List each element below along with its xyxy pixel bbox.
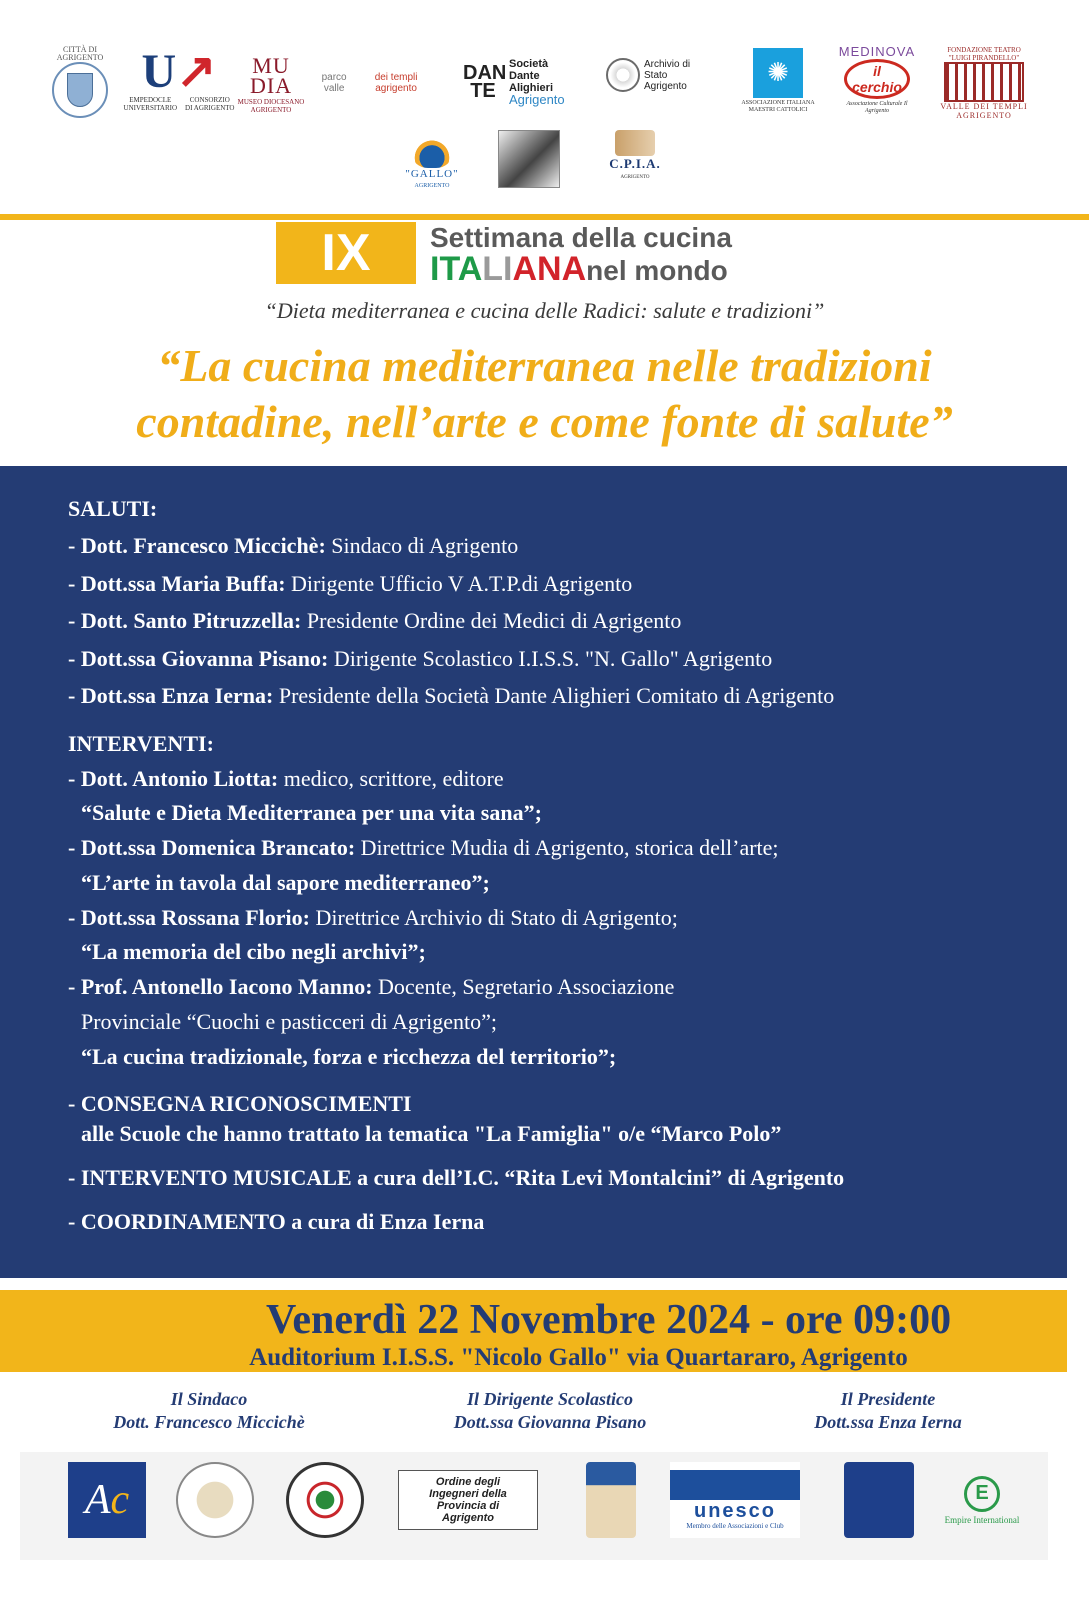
citta-caption: CITTÀ DI AGRIGENTO [56, 45, 104, 62]
empedocle-consorzio-logo [123, 45, 235, 112]
gallo-text: "GALLO" [405, 168, 459, 180]
speaker-name: - Dott.ssa Giovanna Pisano: [68, 645, 329, 671]
speaker-name: - Dott.ssa Maria Buffa: [68, 570, 286, 596]
unesco-temple-icon [670, 1470, 800, 1500]
gallo-mark-icon [412, 134, 452, 168]
event-date-band [0, 1290, 1067, 1372]
consiglio-geologi-logo [286, 1462, 364, 1538]
ac-letter-a: A [84, 1477, 111, 1523]
speaker-role: Dirigente Scolastico I.I.S.S. "N. Gallo" Agrigento [328, 645, 773, 671]
speaker-role-continued: Provinciale “Cuochi e pasticceri di Agrigento”; [81, 1009, 498, 1035]
ac-letter-c: c [110, 1477, 130, 1523]
empedocle-portrait-icon [498, 130, 560, 188]
pirandello-bottom-text: VALLE DEI TEMPLI AGRIGENTO [940, 102, 1028, 120]
unesco-text: unesco [693, 1500, 777, 1522]
signature-role: Il Sindaco [170, 1389, 248, 1409]
spacer [68, 1149, 1067, 1163]
speaker-name: - Dott.ssa Domenica Brancato: [68, 835, 356, 861]
caduceus-logo [586, 1462, 636, 1538]
unesco-club-logo [670, 1462, 800, 1538]
signature-role: Il Dirigente Scolastico [467, 1389, 633, 1409]
dante-city: Agrigento [509, 92, 565, 107]
mudia-logo [236, 53, 306, 114]
spacer [68, 1075, 1067, 1089]
medinova-text: MEDINOVA [838, 44, 916, 59]
speaker-name: - Dott.ssa Enza Ierna: [68, 683, 274, 708]
pirandello-top-text: FONDAZIONE TEATRO "LUIGI PIRANDELLO" [947, 46, 1021, 62]
consorzio-caption: CONSORZIO DI AGRIGENTO [185, 96, 235, 112]
talk-title: “La cucina tradizionale, forza e ricchezza del territorio”; [81, 1043, 617, 1069]
iiss-gallo-logo [396, 134, 468, 190]
medinova-cerchio-logo [834, 44, 920, 115]
dante-text [509, 58, 581, 106]
consegna-riconoscimenti: - CONSEGNA RICONOSCIMENTI [68, 1090, 412, 1116]
saluti-item [68, 677, 1067, 715]
parco-templi-text: dei templi agrigento [374, 72, 418, 94]
event-subtitle: “Dieta mediterranea e cucina delle Radici: salute e tradizioni” [264, 298, 825, 323]
dante-alighieri-logo [458, 58, 586, 106]
mudia-caption: MUSEO DIOCESANO AGRIGENTO [237, 98, 305, 114]
cpia-text: C.P.I.A. [609, 156, 661, 171]
saluti-item [68, 565, 1067, 603]
spacer [68, 1193, 1067, 1207]
speaker-role: medico, scrittore, editore [278, 765, 504, 791]
intervento-speaker [68, 970, 1067, 1005]
ingegneri-text: Ordine degli Ingegneri della Provincia di Agrigento [429, 1476, 507, 1524]
signature-name: Dott.ssa Giovanna Pisano [453, 1412, 647, 1432]
cpia-caption: AGRIGENTO [620, 175, 650, 180]
signature-dirigente [440, 1388, 660, 1434]
speaker-role: Dirigente Ufficio V A.T.P.di Agrigento [285, 570, 633, 596]
talk-title: “Salute e Dieta Mediterranea per una vita sana”; [81, 800, 542, 826]
empedocle-caption: EMPEDOCLE UNIVERSITARIO [123, 96, 178, 112]
city-seal-icon [52, 62, 108, 118]
intervento-musicale: - INTERVENTO MUSICALE a cura dell’I.C. “Rita Levi Montalcini” di Agrigento [68, 1164, 845, 1190]
signature-name: Dott.ssa Enza Ierna [814, 1412, 962, 1432]
empire-international-logo [944, 1462, 1020, 1538]
saluti-item [68, 527, 1067, 565]
cerchio-mark: il cerchio [844, 59, 910, 99]
aimc-star-icon: ✺ [753, 48, 803, 98]
republic-emblem-icon [606, 58, 640, 92]
signatures [0, 1388, 1089, 1438]
speaker-role: Docente, Segretario Associazione [372, 974, 675, 1000]
empire-text: Empire International [944, 1514, 1020, 1525]
theatre-facade-icon [944, 62, 1024, 102]
saluti-item [68, 640, 1067, 678]
top-gold-rule [0, 214, 1089, 220]
intervento-speaker [68, 762, 1067, 797]
teatro-pirandello-logo [936, 46, 1032, 120]
ac-logo [68, 1462, 146, 1538]
nel-mondo-text: nel mondo [586, 255, 728, 286]
u-mark-icon: U↗ [141, 45, 217, 98]
parco-text: parco valle [321, 72, 347, 94]
signature-role: Il Presidente [840, 1389, 936, 1409]
event-main-title [0, 338, 1089, 450]
signature-name: Dott. Francesco Miccichè [113, 1412, 305, 1432]
unesco-caption: Membro delle Associazioni e Club [686, 1522, 784, 1530]
speaker-name: - Dott. Antonio Liotta: [68, 765, 279, 791]
consegna-detail: alle Scuole che hanno trattato la tematica "La Famiglia" o/e “Marco Polo” [81, 1120, 782, 1146]
interventi-heading: INTERVENTI: [68, 730, 214, 756]
edition-number: IX [321, 224, 371, 282]
main-title-line1: “La cucina mediterranea nelle tradizioni [157, 340, 932, 391]
event-series-line1: Settimana della cucina [430, 222, 732, 253]
event-series-line2 [430, 250, 728, 289]
saluti-heading: SALUTI: [68, 496, 158, 521]
ordine-ingegneri-logo [398, 1470, 538, 1530]
saluti-item [68, 602, 1067, 640]
citta-agrigento-logo [40, 44, 120, 118]
signature-sindaco [106, 1388, 312, 1434]
mudia-mark: MU DIA [249, 53, 293, 98]
main-title-line2: contadine, nell’arte e come fonte di salute” [136, 396, 953, 447]
theatre-masks-logo [844, 1462, 914, 1538]
italiana-part-red: ANA [512, 250, 587, 288]
speaker-role: Presidente della Società Dante Alighieri Comitato di Agrigento [273, 683, 835, 708]
liceo-empedocle-logo [496, 130, 562, 188]
dante-name: Società Dante Alighieri [509, 58, 554, 94]
speaker-name: - Prof. Antonello Iacono Manno: [68, 974, 373, 1000]
archivio-stato-logo [604, 58, 714, 92]
italiana-part-grey: LI [482, 250, 513, 288]
aimc-logo [736, 48, 820, 114]
parco-valle-templi-logo [312, 72, 436, 94]
intervento-speaker [68, 901, 1067, 936]
edition-badge [276, 222, 416, 284]
cpia-temple-icon [615, 130, 655, 156]
speaker-name: - Dott.ssa Rossana Florio: [68, 904, 310, 930]
gallo-caption: AGRIGENTO [414, 183, 450, 189]
programme-panel [0, 466, 1067, 1278]
event-date: Venerdì 22 Novembre 2024 - ore 09:00 [265, 1297, 952, 1343]
bottom-logo-strip [20, 1452, 1048, 1560]
dante-mark: DAN TE [463, 62, 507, 102]
speaker-role: Sindaco di Agrigento [325, 533, 519, 558]
talk-title: “La memoria del cibo negli archivi”; [81, 939, 426, 965]
cpia-logo [600, 130, 670, 182]
speaker-role: Direttrice Mudia di Agrigento, storica dell’arte; [355, 835, 779, 861]
top-logo-strip [0, 40, 1089, 200]
spacer [68, 715, 1067, 725]
speaker-role: Presidente Ordine dei Medici di Agrigento [301, 608, 682, 633]
intervento-speaker [68, 831, 1067, 866]
italiana-part-green: ITA [430, 250, 483, 288]
aimc-caption: ASSOCIAZIONE ITALIANA MAESTRI CATTOLICI [741, 100, 815, 113]
speaker-name: - Dott. Francesco Miccichè: [68, 533, 326, 558]
coordinamento: - COORDINAMENTO a cura di Enza Ierna [68, 1208, 485, 1234]
speaker-name: - Dott. Santo Pitruzzella: [68, 608, 302, 633]
signature-presidente [800, 1388, 976, 1434]
speaker-role: Direttrice Archivio di Stato di Agrigento; [310, 904, 678, 930]
talk-title: “L’arte in tavola dal sapore mediterraneo”; [81, 869, 490, 895]
archivio-text: Archivio di Stato Agrigento [644, 58, 691, 92]
cerchio-caption: Associazione Culturale Il Agrigento [846, 101, 908, 114]
round-association-logo [176, 1462, 254, 1538]
event-venue: Auditorium I.I.S.S. "Nicolo Gallo" via Quartararo, Agrigento [249, 1344, 908, 1371]
empire-e-icon: E [964, 1476, 1000, 1512]
